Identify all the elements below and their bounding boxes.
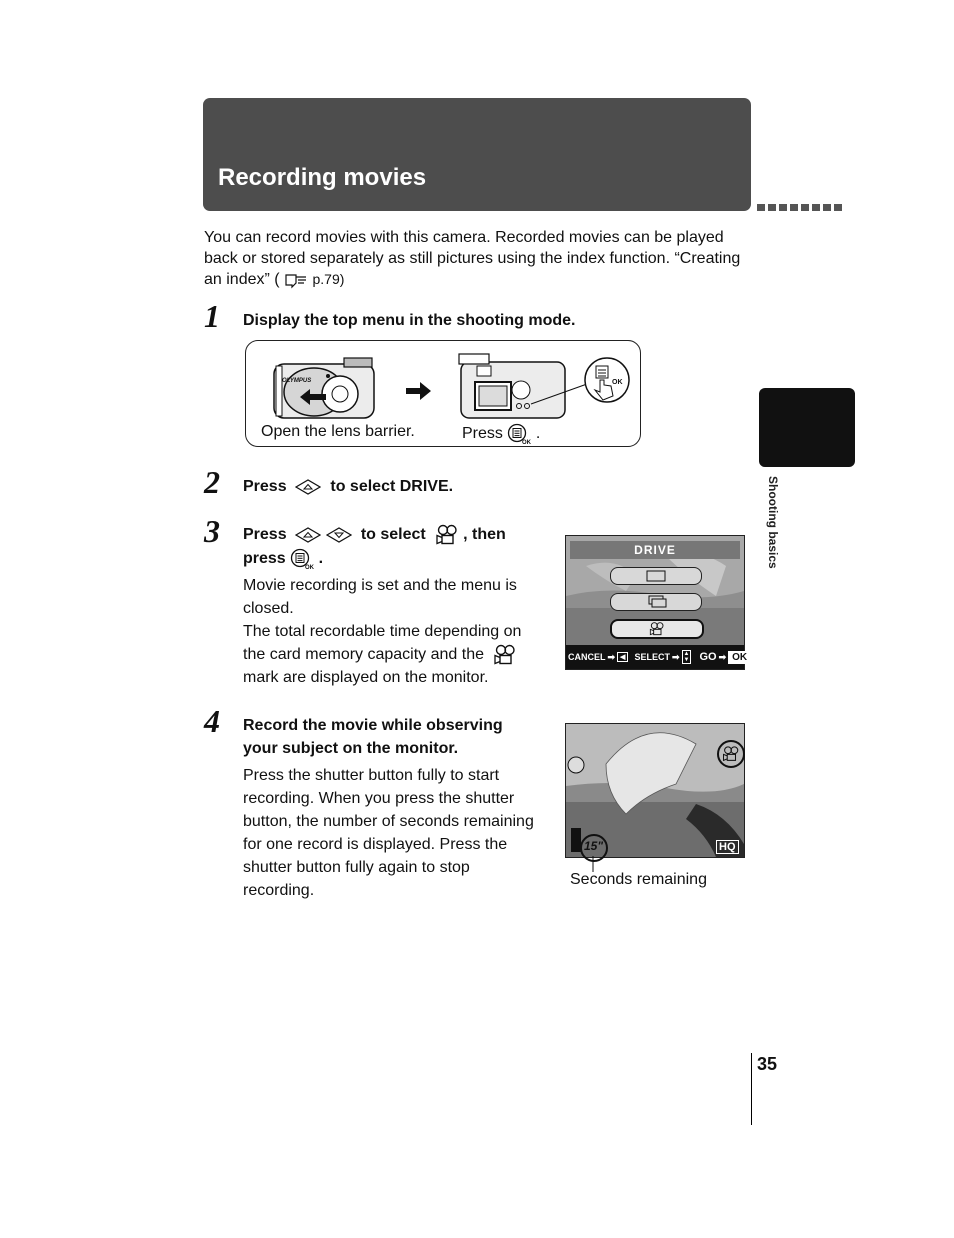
step-3-heading-line-2: press . <box>243 547 323 570</box>
menu-option-sequential[interactable] <box>610 593 702 611</box>
page-reference[interactable]: p.79) <box>312 271 345 287</box>
step-3-number: 3 <box>204 513 220 549</box>
step-2-heading: Press to select DRIVE. <box>243 478 454 495</box>
camera-back-illustration <box>455 352 641 424</box>
monitor-screen <box>565 723 745 858</box>
arrow-up-button-icon <box>295 479 321 495</box>
step-1-heading: Display the top menu in the shooting mode. <box>243 312 576 329</box>
caption-seconds-remaining: Seconds remaining <box>570 871 707 888</box>
arrow-up-button-icon <box>295 527 321 543</box>
go-label[interactable]: GO <box>699 651 717 663</box>
step-4-body: Press the shutter button fully to start recording. When you press the shutter button, the number of seconds remaining for one record is displayed. Press the shutter button fully again to stop recording. <box>243 767 534 899</box>
decorative-squares <box>757 204 842 211</box>
step-4-heading: Record the movie while observing your subject on the monitor. <box>243 717 503 757</box>
select-label[interactable]: SELECT <box>634 652 670 662</box>
menu-option-single[interactable] <box>610 567 702 585</box>
menu-footer: CANCEL ➡ ◀ SELECT ➡ ▲ ▼ GO ➡ OK <box>568 649 742 665</box>
page-number-rule <box>751 1053 752 1125</box>
single-frame-icon <box>611 568 701 584</box>
page-title: Recording movies <box>218 164 427 191</box>
intro-line-3: an index” ( p.79) <box>204 271 345 288</box>
intro-paragraph <box>204 227 754 290</box>
camera-brand: OLYMPUS <box>282 378 312 384</box>
ok-badge[interactable]: OK <box>728 651 751 664</box>
side-tab <box>759 388 855 467</box>
movie-mode-icon <box>649 621 665 637</box>
monitor-background <box>566 724 744 857</box>
seconds-remaining-readout: 15" <box>584 839 604 853</box>
movie-mode-icon <box>435 524 459 546</box>
intro-line-1: You can record movies with this camera. Recorded movies can be played <box>204 229 724 246</box>
drive-menu-screen <box>565 535 748 670</box>
menu-option-movie[interactable] <box>610 619 704 639</box>
menu-title: DRIVE <box>570 541 740 559</box>
sequential-icon <box>611 594 701 610</box>
step-1-number: 1 <box>204 298 220 334</box>
page-number: 35 <box>757 1054 778 1074</box>
right-arrow-icon <box>406 381 432 401</box>
camera-front-illustration <box>270 356 380 422</box>
header-bar <box>203 98 751 211</box>
step-3-body: Movie recording is set and the menu is closed. The total recordable time depending on the card memory capacity and the mark are displayed on the monitor. <box>243 577 522 686</box>
callout-line <box>592 856 596 872</box>
menu-ok-button-icon <box>290 548 314 570</box>
cancel-label[interactable]: CANCEL <box>568 652 606 662</box>
svg-text:OK: OK <box>612 379 623 386</box>
movie-mode-icon <box>722 745 740 763</box>
arrow-down-button-icon <box>326 527 352 543</box>
step-3-heading-line-1: Press to select , then <box>243 523 506 546</box>
side-tab-label: Shooting basics <box>766 476 780 569</box>
book-reference-icon <box>284 272 308 288</box>
movie-mode-icon <box>493 644 517 666</box>
menu-ok-button-icon <box>507 423 531 445</box>
step-4-number: 4 <box>204 703 220 739</box>
intro-line-2: back or stored separately as still pictures using the index function. “Creating <box>204 250 741 267</box>
quality-badge: HQ <box>716 840 739 854</box>
step-2-number: 2 <box>204 464 220 500</box>
caption-open-lens: Open the lens barrier. <box>261 423 415 440</box>
caption-press: Press . <box>462 423 540 445</box>
